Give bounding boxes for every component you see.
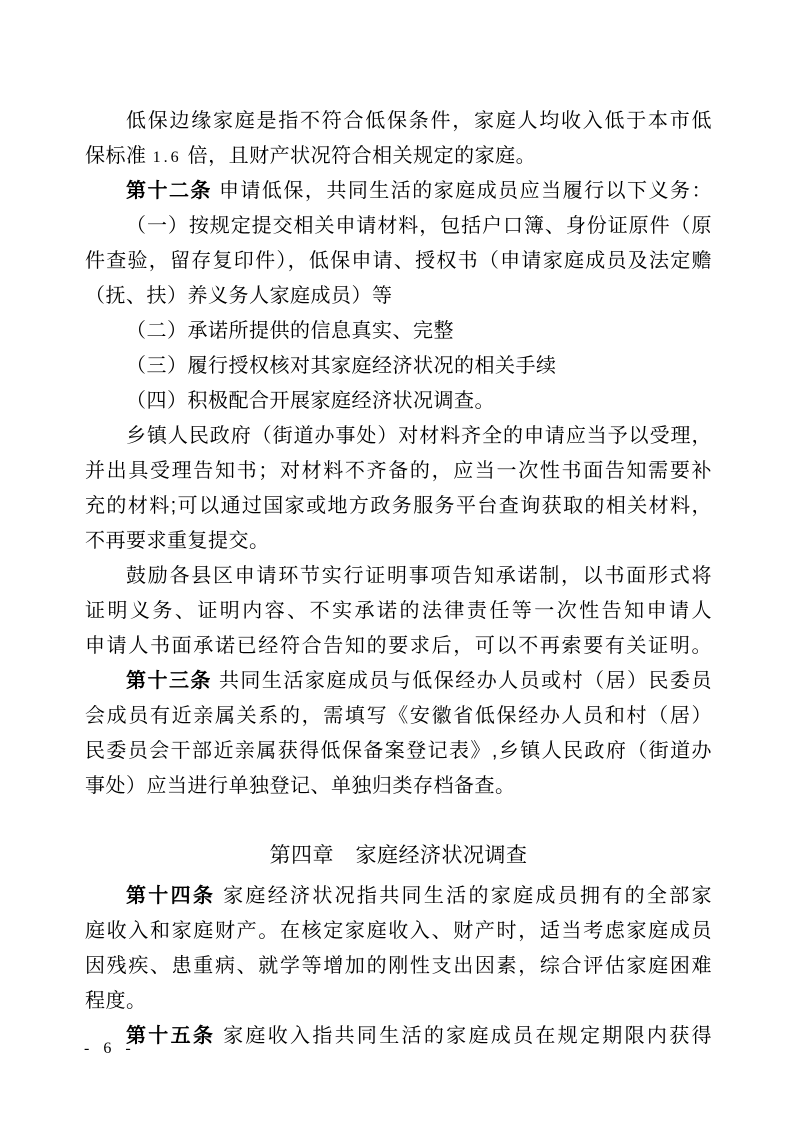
text-line: （四）积极配合开展家庭经济状况调查。 [126,390,495,412]
page-number: - 6 - [84,1040,136,1057]
text-line: 低保边缘家庭是指不符合低保条件，家庭人均收入低于本市低 [126,110,712,132]
article-text: 家庭收入指共同生活的家庭成员在规定期限内获得 [215,1025,713,1047]
article-text: 申请低保，共同生活的家庭成员应当履行以下义务： [211,180,712,202]
number-segment: 1.6 [152,149,182,166]
text-line: （抚、扶）养义务人家庭成员）等 [85,285,393,307]
text-line: （一）按规定提交相关申请材料，包括户口簿、身份证原件（原 [126,215,712,237]
text-segment: 保标准 [85,145,153,167]
article-line [85,879,712,914]
article-line [85,1019,712,1054]
article-line [85,174,712,209]
article-text: 共同生活家庭成员与低保经办人员或村（居）民委员 [211,670,712,692]
text-segment: 倍，且财产状况符合相关规定的家庭。 [181,145,537,167]
text-line: 庭收入和家庭财产。在核定家庭收入、财产时，适当考虑家庭成员 [85,920,712,942]
text-line: 因残疾、患重病、就学等增加的刚性支出因素，综合评估家庭困难 [85,955,712,977]
text-line: 会成员有近亲属关系的，需填写《安徽省低保经办人员和村（居） [85,705,712,727]
text-line: 不再要求重复提交。 [85,530,270,552]
text-line: 充的材料;可以通过国家或地方政务服务平台查询获取的相关材料， [85,495,712,517]
text-line: 乡镇人民政府（街道办事处）对材料齐全的申请应当予以受理， [126,425,712,447]
text-line: 程度。 [85,990,147,1012]
article-number: 第十五条 [126,1025,216,1047]
text-line: 件查验，留存复印件），低保申请、授权书（申请家庭成员及法定赡 [85,250,712,272]
article-number: 第十三条 [126,670,212,692]
text-line: （二）承诺所提供的信息真实、完整 [126,320,454,342]
article-line [85,664,712,699]
text-line [85,139,712,174]
article-text: 家庭经济状况指共同生活的家庭成员拥有的全部家 [215,885,713,907]
text-line: 证明义务、证明内容、不实承诺的法律责任等一次性告知申请人 [85,600,712,622]
text-line: 事处）应当进行单独登记、单独归类存档备查。 [85,775,516,797]
document-body [85,104,712,1054]
article-number: 第十二条 [126,180,212,202]
text-line: （三）履行授权核对其家庭经济状况的相关手续 [126,355,557,377]
chapter-heading: 第四章 家庭经济状况调查 [269,844,528,867]
text-line: 鼓励各县区申请环节实行证明事项告知承诺制，以书面形式将 [126,565,712,587]
text-line: 民委员会干部近亲属获得低保备案登记表》,乡镇人民政府（街道办 [85,740,712,762]
text-line: 申请人书面承诺已经符合告知的要求后，可以不再索要有关证明。 [85,635,712,657]
article-number: 第十四条 [126,885,216,907]
text-line: 并出具受理告知书；对材料不齐备的，应当一次性书面告知需要补 [85,460,712,482]
